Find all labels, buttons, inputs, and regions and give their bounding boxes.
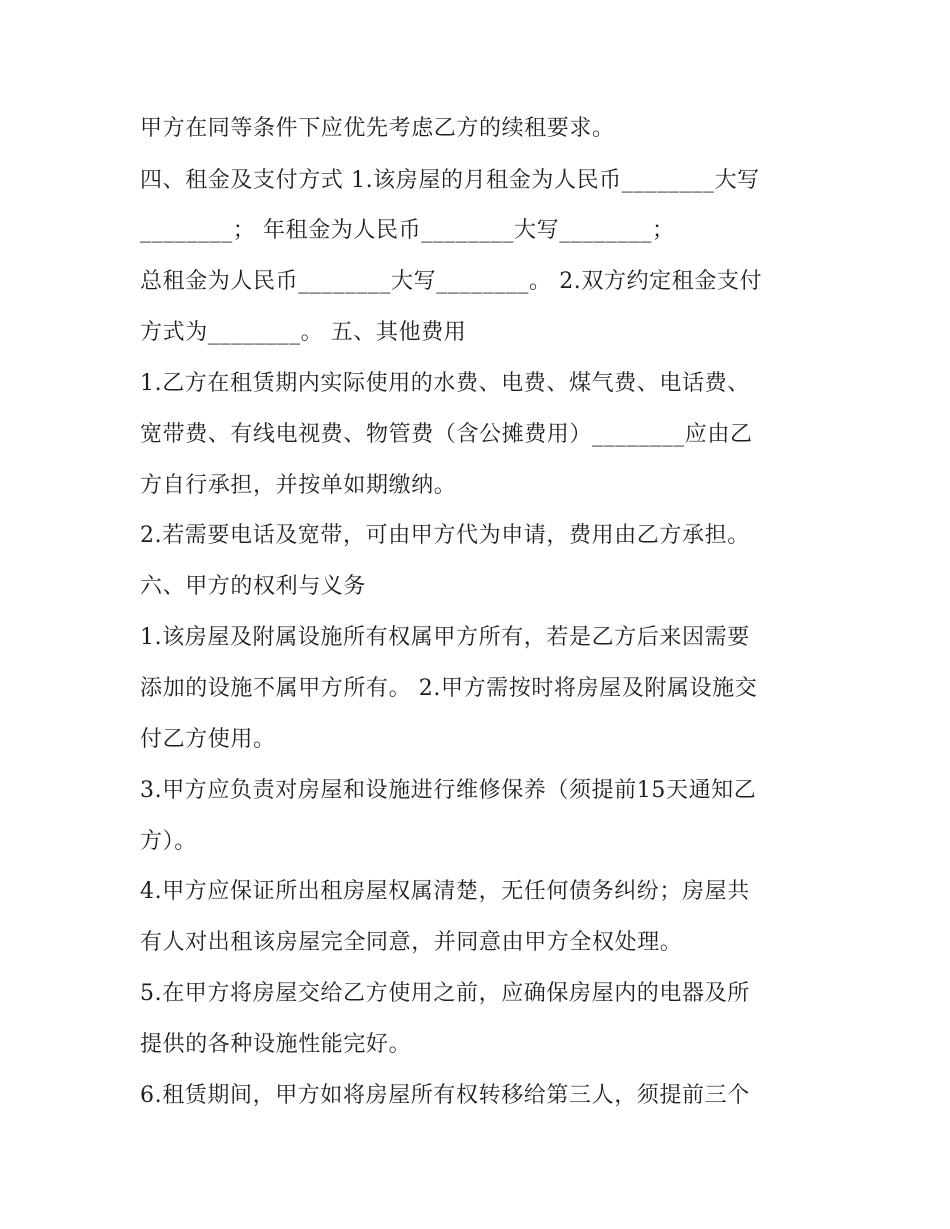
text-line: 添加的设施不属甲方所有。 2.甲方需按时将房屋及附属设施交 <box>140 676 758 701</box>
text-line: 2.若需要电话及宽带，可由甲方代为申请，费用由乙方承担。 <box>140 523 750 548</box>
text-line: 6.租赁期间，甲方如将房屋所有权转移给第三人，须提前三个 <box>140 1083 750 1108</box>
text-line: 宽带费、有线电视费、物管费（含公摊费用）________应由乙 <box>140 422 753 447</box>
text-line: 有人对出租该房屋完全同意，并同意由甲方全权处理。 <box>140 930 683 955</box>
text-line: 1.乙方在租赁期内实际使用的水费、电费、煤气费、电话费、 <box>140 371 750 396</box>
text-line: 四、租金及支付方式 1.该房屋的月租金为人民币________大写 <box>140 168 760 193</box>
text-line: 方）。 <box>140 829 197 854</box>
text-line: 总租金为人民币________大写________。 2.双方约定租金支付 <box>140 269 763 294</box>
text-line: 4.甲方应保证所出租房屋权属清楚，无任何债务纠纷；房屋共 <box>140 879 750 904</box>
text-line: 方自行承担，并按单如期缴纳。 <box>140 473 457 498</box>
text-line: 方式为________。 五、其他费用 <box>140 320 467 345</box>
text-line: 3.甲方应负责对房屋和设施进行维修保养（须提前15天通知乙 <box>140 778 757 803</box>
text-line: 提供的各种设施性能完好。 <box>140 1032 412 1057</box>
text-line: 付乙方使用。 <box>140 727 276 752</box>
text-line: 1.该房屋及附属设施所有权属甲方所有，若是乙方后来因需要 <box>140 625 750 650</box>
text-line: 5.在甲方将房屋交给乙方使用之前，应确保房屋内的电器及所 <box>140 981 750 1006</box>
section-heading: 六、甲方的权利与义务 <box>140 574 367 599</box>
text-line: ________； 年租金为人民币________大写________； <box>140 218 675 243</box>
text-line: 甲方在同等条件下应优先考虑乙方的续租要求。 <box>140 116 615 141</box>
